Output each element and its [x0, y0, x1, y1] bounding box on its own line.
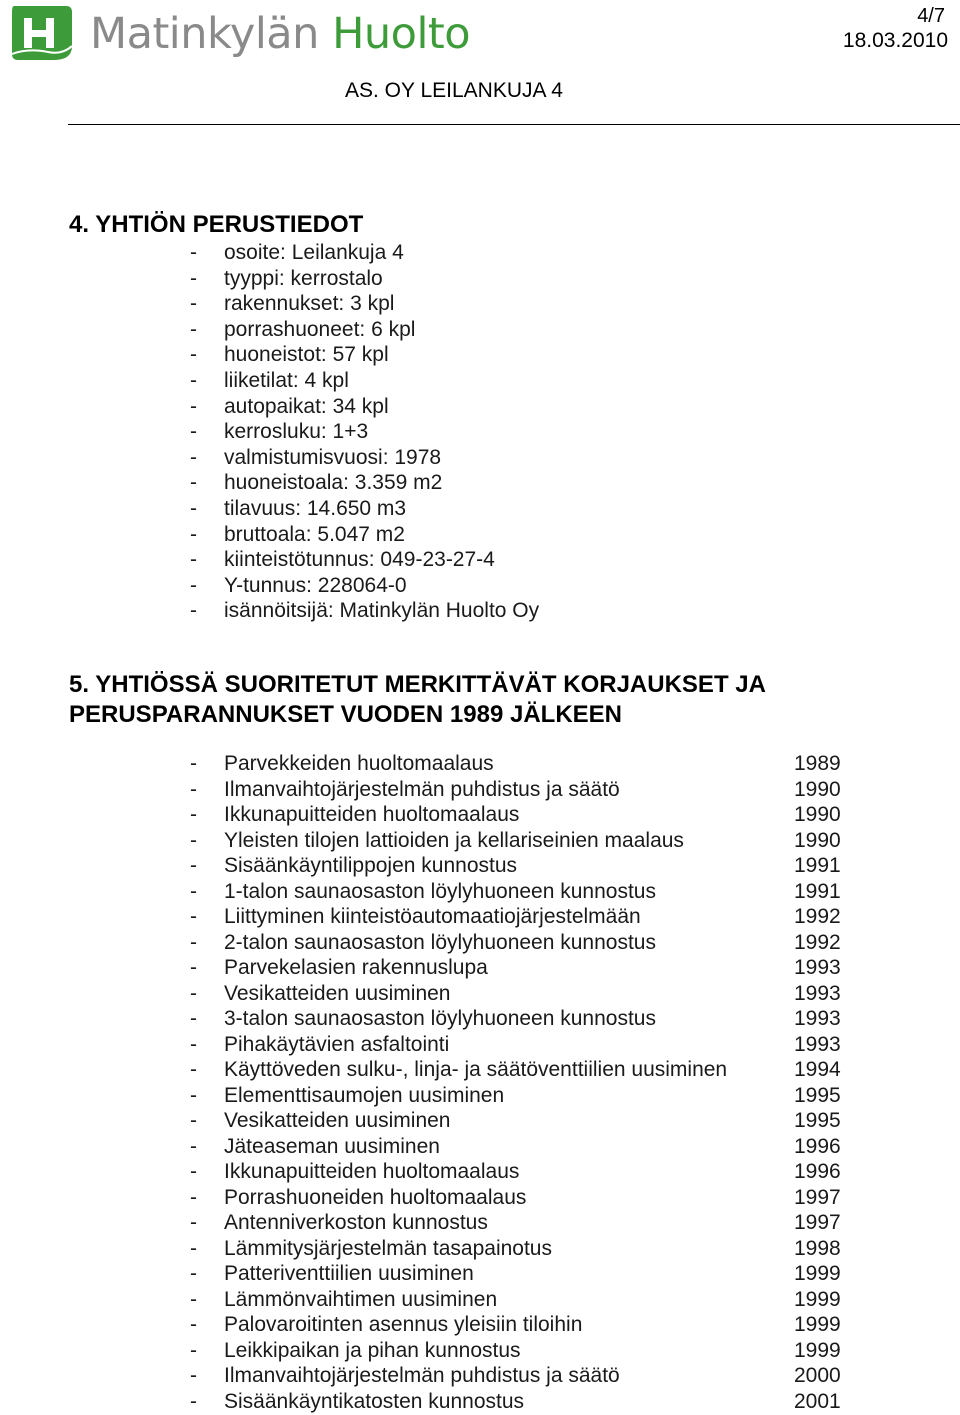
repair-year: 1998 — [794, 1236, 841, 1260]
repair-year: 1995 — [794, 1109, 841, 1132]
repair-year: 1993 — [794, 1007, 841, 1030]
repair-year: 1991 — [794, 854, 841, 877]
list-dash: - — [190, 496, 197, 520]
repair-year: 1999 — [794, 1262, 841, 1285]
list-item-text: bruttoala: 5.047 m2 — [224, 522, 405, 546]
basic-info-list — [190, 240, 539, 624]
list-dash: - — [190, 879, 197, 903]
brand-name-part1: Matinkylän — [90, 9, 319, 59]
repair-description: Lämmönvaihtimen uusiminen — [224, 1287, 498, 1311]
list-item-text: huoneistoala: 3.359 m2 — [224, 471, 443, 495]
brand-name — [90, 6, 470, 62]
header-divider — [68, 124, 960, 125]
list-item-text: Y-tunnus: 228064-0 — [224, 573, 407, 597]
page-number: 4/7 — [917, 5, 945, 27]
repair-description: Palovaroitinten asennus yleisiin tiloihin — [224, 1313, 583, 1336]
list-item-text: valmistumisvuosi: 1978 — [224, 445, 442, 469]
list-dash: - — [190, 1109, 197, 1132]
repair-row — [190, 1210, 850, 1236]
list-item-text: kerrosluku: 1+3 — [224, 420, 369, 444]
repair-year: 1997 — [794, 1211, 841, 1234]
list-item — [190, 547, 539, 573]
repair-row — [190, 1159, 850, 1185]
list-item — [190, 419, 539, 445]
repair-year: 1990 — [794, 828, 841, 852]
list-dash: - — [190, 317, 197, 341]
repair-description: Parvekelasien rakennuslupa — [224, 956, 488, 979]
repair-row — [190, 751, 850, 777]
list-dash: - — [190, 1236, 197, 1260]
list-dash: - — [190, 573, 197, 597]
repair-year: 2001 — [794, 1389, 841, 1413]
repair-description: 1-talon saunaosaston löylyhuoneen kunnostus — [224, 879, 656, 903]
repair-description: Sisäänkäyntikatosten kunnostus — [224, 1389, 525, 1413]
repair-year: 1996 — [794, 1134, 841, 1158]
repair-description: Ilmanvaihtojärjestelmän puhdistus ja säätö — [224, 1364, 620, 1387]
repair-description: Lämmitysjärjestelmän tasapainotus — [224, 1236, 552, 1260]
repair-description: Antenniverkoston kunnostus — [224, 1211, 488, 1234]
list-dash: - — [190, 1389, 197, 1413]
list-dash: - — [190, 1338, 197, 1362]
repair-description: Elementtisaumojen uusiminen — [224, 1083, 505, 1107]
repair-description: Yleisten tilojen lattioiden ja kellariseinien maalaus — [224, 828, 684, 852]
list-dash: - — [190, 1083, 197, 1107]
list-item — [190, 368, 539, 394]
brand-name-part2: Huolto — [332, 9, 471, 59]
list-item-text: tilavuus: 14.650 m3 — [224, 496, 407, 520]
repair-row — [190, 879, 850, 905]
repair-description: Parvekkeiden huoltomaalaus — [224, 752, 494, 775]
repair-year: 1993 — [794, 981, 841, 1005]
repair-description: Vesikatteiden uusiminen — [224, 981, 451, 1005]
repair-row — [190, 1185, 850, 1211]
repair-year: 1994 — [794, 1058, 841, 1081]
list-item — [190, 522, 539, 548]
list-item-text: huoneistot: 57 kpl — [224, 343, 389, 367]
repair-row — [190, 981, 850, 1007]
list-item — [190, 342, 539, 368]
list-item-text: tyyppi: kerrostalo — [224, 266, 383, 290]
company-name: AS. OY LEILANKUJA 4 — [345, 79, 563, 102]
repair-description: Jäteaseman uusiminen — [224, 1134, 440, 1158]
section5-title-line1: 5. YHTIÖSSÄ SUORITETUT MERKITTÄVÄT KORJAUKSET JA — [69, 671, 766, 698]
list-dash: - — [190, 981, 197, 1005]
list-dash: - — [190, 1058, 197, 1081]
list-dash: - — [190, 599, 197, 623]
list-dash: - — [190, 394, 197, 418]
repair-row — [190, 1108, 850, 1134]
list-item — [190, 598, 539, 624]
repair-description: Pihakäytävien asfaltointi — [224, 1032, 450, 1056]
list-item — [190, 445, 539, 471]
repair-year: 1990 — [794, 777, 841, 801]
list-item — [190, 291, 539, 317]
list-dash: - — [190, 1211, 197, 1234]
list-dash: - — [190, 1032, 197, 1056]
list-dash: - — [190, 1134, 197, 1158]
repair-row — [190, 1134, 850, 1160]
repair-description: Sisäänkäyntilippojen kunnostus — [224, 854, 518, 877]
repair-year: 1991 — [794, 879, 841, 903]
list-dash: - — [190, 420, 197, 444]
repair-row — [190, 853, 850, 879]
list-dash: - — [190, 368, 197, 392]
list-item-text: liiketilat: 4 kpl — [224, 368, 349, 392]
list-dash: - — [190, 292, 197, 316]
list-item — [190, 317, 539, 343]
repair-description: Ilmanvaihtojärjestelmän puhdistus ja säätö — [224, 777, 620, 801]
list-dash: - — [190, 777, 197, 801]
list-dash: - — [190, 445, 197, 469]
repair-row — [190, 1338, 850, 1364]
document-date: 18.03.2010 — [842, 29, 948, 52]
repair-description: 3-talon saunaosaston löylyhuoneen kunnostus — [224, 1007, 656, 1030]
repair-year: 1999 — [794, 1287, 841, 1311]
list-item — [190, 394, 539, 420]
list-dash: - — [190, 854, 197, 877]
repair-description: Vesikatteiden uusiminen — [224, 1109, 451, 1132]
list-item — [190, 266, 539, 292]
repair-year: 1997 — [794, 1185, 841, 1209]
repair-description: Patteriventtiilien uusiminen — [224, 1262, 474, 1285]
list-item-text: kiinteistötunnus: 049-23-27-4 — [224, 548, 495, 572]
repair-row — [190, 930, 850, 956]
list-item — [190, 573, 539, 599]
mh-logo-icon — [8, 2, 74, 62]
repair-row — [190, 904, 850, 930]
repair-row — [190, 1287, 850, 1313]
repair-year: 1996 — [794, 1160, 841, 1183]
repair-row — [190, 802, 850, 828]
repair-row — [190, 1389, 850, 1415]
repair-year: 1992 — [794, 905, 841, 928]
repair-row — [190, 777, 850, 803]
list-dash: - — [190, 241, 197, 264]
list-item — [190, 496, 539, 522]
repair-description: Porrashuoneiden huoltomaalaus — [224, 1185, 527, 1209]
repair-row — [190, 828, 850, 854]
list-item-text: isännöitsijä: Matinkylän Huolto Oy — [224, 599, 540, 623]
list-item-text: rakennukset: 3 kpl — [224, 292, 395, 316]
repair-year: 2000 — [794, 1364, 841, 1387]
repair-year: 1993 — [794, 956, 841, 979]
repair-row — [190, 1363, 850, 1389]
list-dash: - — [190, 1287, 197, 1311]
repair-description: Ikkunapuitteiden huoltomaalaus — [224, 803, 520, 826]
repair-description: Leikkipaikan ja pihan kunnostus — [224, 1338, 521, 1362]
list-dash: - — [190, 471, 197, 495]
list-dash: - — [190, 828, 197, 852]
repair-year: 1999 — [794, 1338, 841, 1362]
repair-year: 1999 — [794, 1313, 841, 1336]
section5-title — [69, 670, 766, 730]
list-dash: - — [190, 956, 197, 979]
section5-title-line2: PERUSPARANNUKSET VUODEN 1989 JÄLKEEN — [69, 701, 623, 728]
list-dash: - — [190, 266, 197, 290]
repair-year: 1993 — [794, 1032, 841, 1056]
repair-description: Ikkunapuitteiden huoltomaalaus — [224, 1160, 520, 1183]
repair-row — [190, 1261, 850, 1287]
repair-row — [190, 1032, 850, 1058]
repair-row — [190, 1312, 850, 1338]
repair-year: 1992 — [794, 930, 841, 954]
list-dash: - — [190, 803, 197, 826]
list-dash: - — [190, 1007, 197, 1030]
list-dash: - — [190, 1185, 197, 1209]
repair-row — [190, 1236, 850, 1262]
repairs-list — [190, 751, 850, 1414]
repair-row — [190, 1006, 850, 1032]
repair-year: 1989 — [794, 752, 841, 775]
list-dash: - — [190, 752, 197, 775]
repair-year: 1995 — [794, 1083, 841, 1107]
repair-description: Liittyminen kiinteistöautomaatiojärjestelmään — [224, 905, 641, 928]
list-item-text: porrashuoneet: 6 kpl — [224, 317, 416, 341]
list-item — [190, 470, 539, 496]
list-item — [190, 240, 539, 266]
list-dash: - — [190, 1364, 197, 1387]
repair-row — [190, 1057, 850, 1083]
list-dash: - — [190, 905, 197, 928]
section4-title: 4. YHTIÖN PERUSTIEDOT — [69, 211, 364, 238]
repair-row — [190, 1083, 850, 1109]
repair-description: Käyttöveden sulku-, linja- ja säätöventtiilien uusiminen — [224, 1058, 728, 1081]
list-dash: - — [190, 930, 197, 954]
repair-year: 1990 — [794, 803, 841, 826]
list-item-text: osoite: Leilankuja 4 — [224, 241, 404, 264]
list-dash: - — [190, 1262, 197, 1285]
list-dash: - — [190, 343, 197, 367]
repair-row — [190, 955, 850, 981]
list-item-text: autopaikat: 34 kpl — [224, 394, 389, 418]
repair-description: 2-talon saunaosaston löylyhuoneen kunnostus — [224, 930, 656, 954]
list-dash: - — [190, 548, 197, 572]
list-dash: - — [190, 1160, 197, 1183]
list-dash: - — [190, 1313, 197, 1336]
list-dash: - — [190, 522, 197, 546]
